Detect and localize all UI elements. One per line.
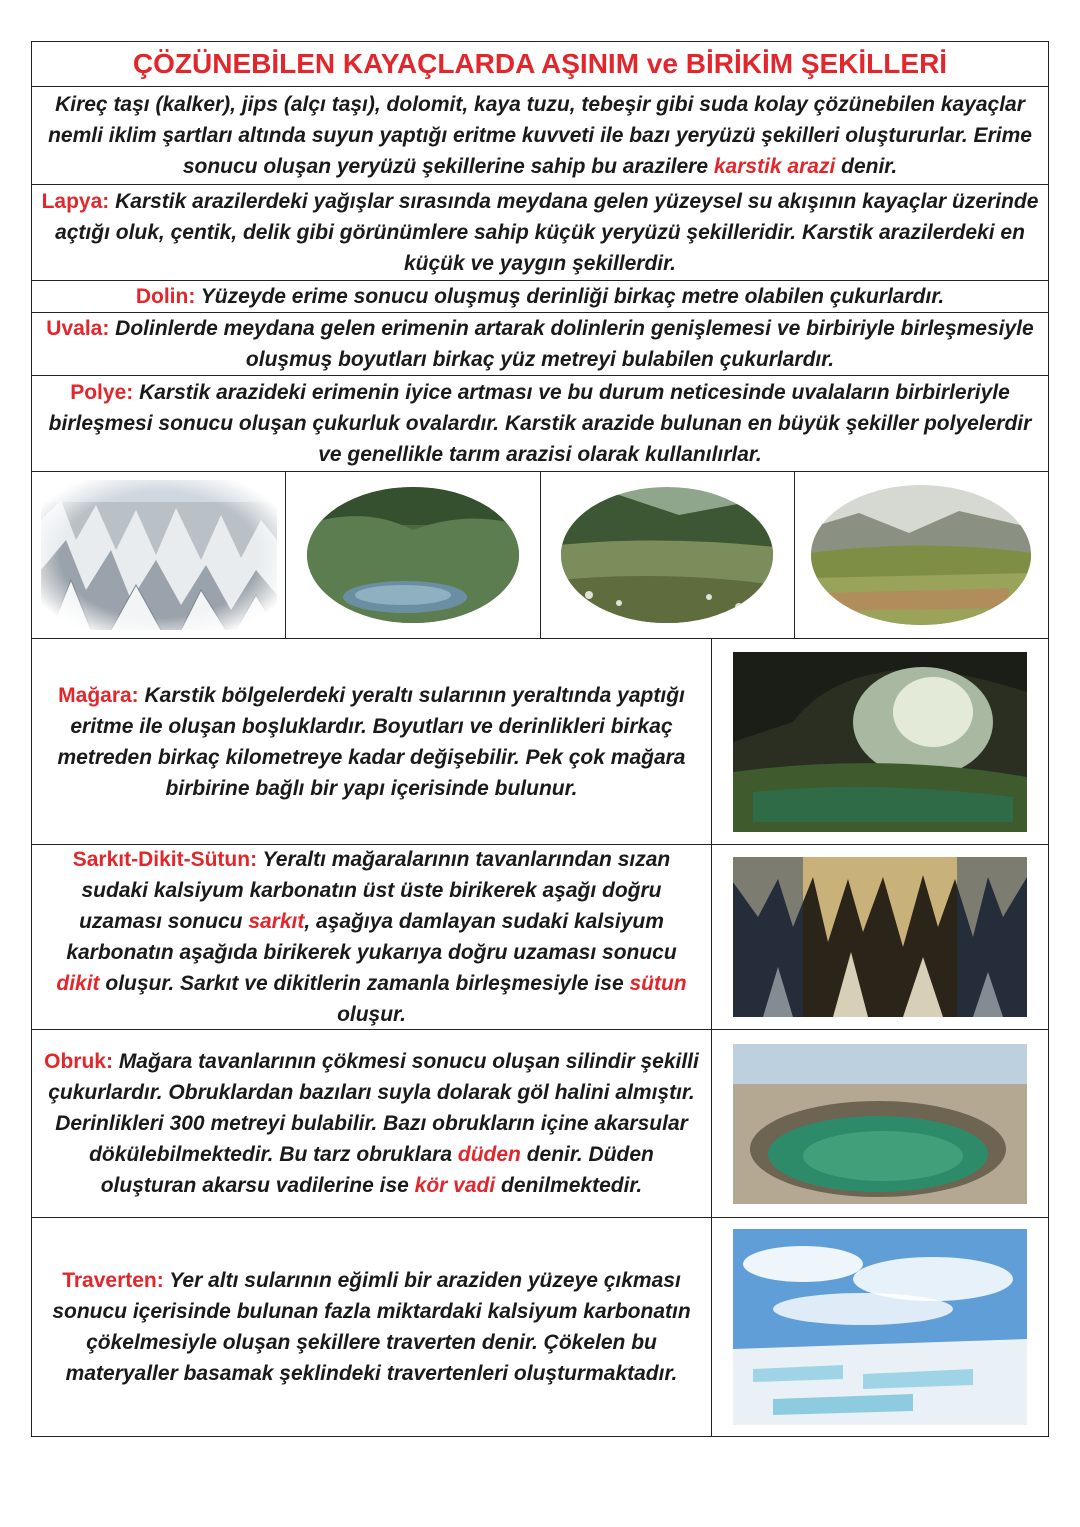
obruk-text-3: denilmektedir. bbox=[495, 1174, 643, 1197]
traverten-image-cell bbox=[712, 1218, 1048, 1436]
sarkit-text-1: Yeraltı mağaralarının tavanlarından sızan sudaki kalsiyum karbonatın üst üste birikerek aşağı doğru uzaması sonucu bbox=[79, 848, 671, 933]
intro-text-end: denir. bbox=[835, 155, 898, 178]
magara-text-cell bbox=[32, 639, 712, 844]
dolin-image bbox=[305, 485, 521, 625]
uvala-text: Dolinlerde meydana gelen erimenin artarak dolinlerin genişlemesi ve birbiriyle birleşmesiyle oluşmuş boyutları birkaç yüz metreyi bulabilen çukurlardır. bbox=[109, 317, 1034, 371]
uvala-paragraph bbox=[32, 313, 1048, 376]
traverten-section bbox=[32, 1218, 1048, 1436]
obruk-paragraph bbox=[42, 1046, 701, 1201]
polye-image-cell bbox=[795, 472, 1048, 638]
intro-highlight: karstik arazi bbox=[713, 155, 836, 178]
sarkit-text-4: oluşur. bbox=[337, 1003, 406, 1026]
magara-image-cell bbox=[712, 639, 1048, 844]
dolin-text: Yüzeyde erime sonucu oluşmuş derinliği birkaç metre olabilen çukurlardır. bbox=[195, 285, 945, 308]
karst-image-row bbox=[32, 472, 1048, 639]
page-title: ÇÖZÜNEBİLEN KAYAÇLARDA AŞINIM ve BİRİKİM ŞEKİLLERİ bbox=[32, 42, 1048, 87]
dolin-image-cell bbox=[286, 472, 540, 638]
obruk-text-2: denir. Düden oluşturan akarsu vadilerine ise bbox=[100, 1143, 654, 1197]
traverten-paragraph bbox=[42, 1265, 701, 1389]
polye-image bbox=[809, 483, 1033, 627]
sarkit-text-3: oluşur. Sarkıt ve dikitlerin zamanla birleşmesiyle ise bbox=[99, 972, 630, 995]
uvala-image bbox=[559, 485, 775, 625]
lapya-paragraph bbox=[32, 185, 1048, 281]
obruk-section bbox=[32, 1030, 1048, 1218]
lapya-term: Lapya: bbox=[41, 190, 110, 213]
traverten-image bbox=[733, 1229, 1027, 1425]
document-sheet bbox=[31, 41, 1049, 1437]
magara-image bbox=[733, 652, 1027, 832]
traverten-text: Yer altı sularının eğimli bir araziden yüzeye çıkması sonucu içerisinde bulunan fazla miktardaki kalsiyum karbonatın çökelmesiyle oluşan şekillere traverten denir. Çökelen bu materyaller basamak şeklindeki travertenleri oluşturmaktadır. bbox=[52, 1269, 691, 1385]
intro-text: Kireç taşı (kalker), jips (alçı taşı), dolomit, kaya tuzu, tebeşir gibi suda kolay çözünebilen kayaçlar nemli iklim şartları altında suyun yaptığı eritme kuvveti ile bazı yeryüzü şekilleri oluştururlar. Erime sonucu oluşan yeryüzü şekillerine sahip bu arazilere bbox=[48, 93, 1032, 178]
lapya-image-cell bbox=[32, 472, 286, 638]
kor-vadi-highlight: kör vadi bbox=[414, 1174, 496, 1197]
polye-term: Polye: bbox=[70, 381, 134, 404]
obruk-image bbox=[733, 1044, 1027, 1204]
sarkit-section bbox=[32, 845, 1048, 1030]
traverten-term: Traverten: bbox=[62, 1269, 164, 1292]
magara-paragraph bbox=[42, 680, 701, 804]
magara-text: Karstik bölgelerdeki yeraltı sularının yeraltında yaptığı eritme ile oluşan boşluklardır. Boyutları ve derinlikleri birkaç metreden birkaç kilometreye kadar değişebilir. Pek çok mağara birbirine bağlı bir yapı içerisinde bulunur. bbox=[57, 683, 686, 800]
obruk-term: Obruk: bbox=[44, 1050, 113, 1073]
dikit-highlight: dikit bbox=[56, 972, 100, 995]
uvala-image-cell bbox=[541, 472, 795, 638]
dolin-term: Dolin: bbox=[135, 285, 196, 308]
sarkit-image-cell bbox=[712, 845, 1048, 1029]
magara-section bbox=[32, 639, 1048, 845]
magara-term: Mağara: bbox=[58, 683, 139, 707]
polye-paragraph bbox=[32, 376, 1048, 472]
sarkit-image bbox=[733, 857, 1027, 1017]
traverten-text-cell bbox=[32, 1218, 712, 1436]
dolin-paragraph bbox=[32, 281, 1048, 313]
intro-paragraph bbox=[32, 87, 1048, 185]
obruk-text-cell bbox=[32, 1030, 712, 1217]
sarkit-text-2: , aşağıya damlayan sudaki kalsiyum karbonatın aşağıda birikerek yukarıya doğru uzaması sonucu bbox=[66, 910, 677, 964]
obruk-image-cell bbox=[712, 1030, 1048, 1217]
lapya-image bbox=[41, 480, 277, 630]
sarkit-paragraph bbox=[42, 844, 701, 1030]
polye-text: Karstik arazideki erimenin iyice artması ve bu durum neticesinde uvalaların birbirleriyle birleşmesi sonucu oluşan çukurluk ovalardır. Karstik arazide bulunan en büyük şekiller polyelerdir ve genellikle tarım arazisi olarak kullanılırlar. bbox=[48, 381, 1032, 466]
sutun-highlight: sütun bbox=[629, 972, 687, 995]
sarkit-term: Sarkıt-Dikit-Sütun: bbox=[72, 848, 258, 871]
sarkit-highlight: sarkıt bbox=[248, 910, 305, 933]
uvala-term: Uvala: bbox=[46, 317, 110, 340]
sarkit-text-cell bbox=[32, 845, 712, 1029]
lapya-text: Karstik arazilerdeki yağışlar sırasında meydana gelen yüzeysel su akışının kayaçlar üzerinde açtığı oluk, çentik, delik gibi görünümlere sahip küçük yeryüzü şekilleridir. Karstik arazilerdeki en küçük ve yaygın şekillerdir. bbox=[55, 190, 1039, 275]
obruk-text-1: Mağara tavanlarının çökmesi sonucu oluşan silindir şekilli çukurlardır. Obruklardan bazıları suyla dolarak göl halini almıştır. Derinlikleri 300 metreyi bulabilir. Bazı obrukların içine akarsular dökülebilmektedir. Bu tarz obruklara bbox=[48, 1050, 699, 1166]
duden-highlight: düden bbox=[457, 1143, 521, 1166]
